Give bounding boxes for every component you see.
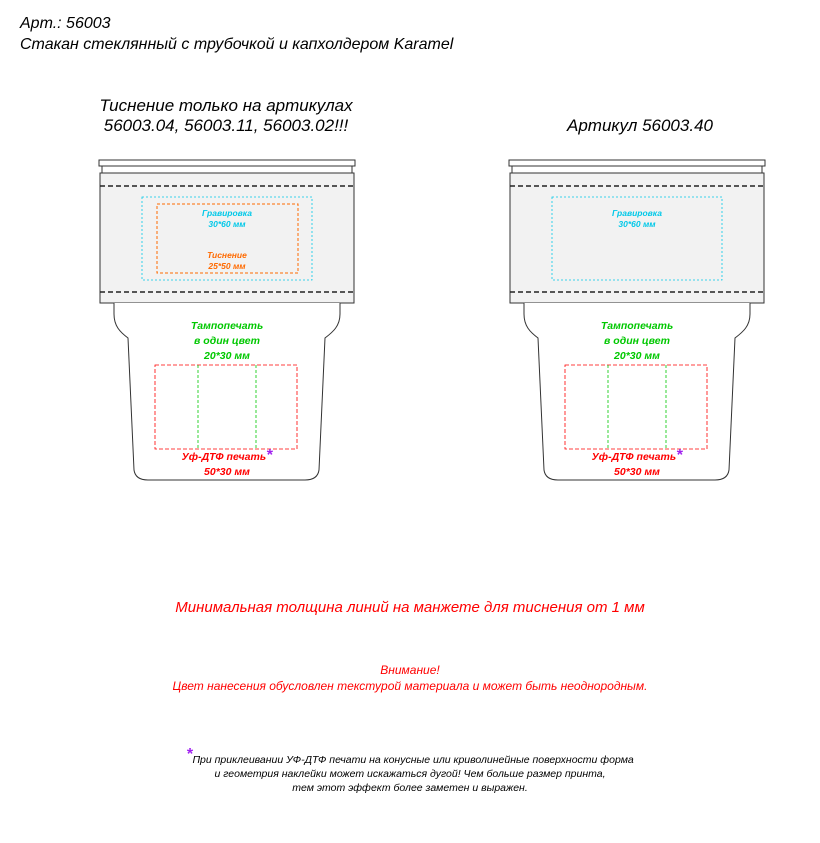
left-cup-rim: [102, 166, 352, 173]
left-engraving-size: 30*60 мм: [208, 219, 246, 229]
left-uv-dtf-asterisk: *: [266, 447, 273, 464]
left-uv-dtf-size: 50*30 мм: [204, 466, 250, 478]
left-pad-print-line1: Тампопечать: [190, 320, 264, 332]
footnote-line2: и геометрия наклейки может искажаться дугой! Чем больше размер принта,: [214, 768, 606, 780]
right-subtitle: Артикул 56003.40: [567, 116, 713, 135]
right-engraving-label: Гравировка: [612, 208, 662, 218]
right-cup-rim: [512, 166, 762, 173]
right-engraving-size: 30*60 мм: [618, 219, 656, 229]
right-uv-dtf-size: 50*30 мм: [614, 466, 660, 478]
left-cup-lid: [99, 160, 355, 166]
right-uv-dtf-label-row: [572, 447, 702, 464]
left-uv-dtf-label: Уф-ДТФ печать: [181, 451, 267, 463]
min-line-thickness-note: Минимальная толщина линий на манжете для тиснения от 1 мм: [175, 599, 645, 616]
right-uv-dtf-label: Уф-ДТФ печать: [591, 451, 677, 463]
footnote-line3: тем этот эффект более заметен и выражен.: [292, 782, 528, 794]
article-number: Арт.: 56003: [20, 15, 111, 32]
right-cup-lid: [509, 160, 765, 166]
attention-title: Внимание!: [380, 663, 440, 677]
right-pad-print-size: 20*30 мм: [614, 350, 660, 362]
footnote-asterisk: *: [186, 746, 193, 763]
left-subtitle-line2: 56003.04, 56003.11, 56003.02!!!: [103, 116, 349, 135]
left-embossing-label: Тиснение: [207, 250, 247, 260]
right-cup-sleeve: [510, 173, 764, 303]
left-pad-print-size: 20*30 мм: [204, 350, 250, 362]
left-engraving-label: Гравировка: [202, 208, 252, 218]
left-subtitle-line1: Тиснение только на артикулах: [99, 96, 353, 115]
right-pad-print-line2: в один цвет: [604, 335, 670, 347]
right-uv-dtf-asterisk: *: [676, 447, 683, 464]
attention-text: Цвет нанесения обусловлен текстурой материала и может быть неоднородным.: [172, 679, 648, 693]
left-pad-print-line2: в один цвет: [194, 335, 260, 347]
footnote-line1-row: [0, 746, 820, 766]
left-cup-sleeve: [100, 173, 354, 303]
product-name: Стакан стеклянный с трубочкой и капхолдером Karamel: [20, 36, 454, 53]
left-embossing-size: 25*50 мм: [208, 261, 246, 271]
right-pad-print-line1: Тампопечать: [600, 320, 674, 332]
left-uv-dtf-label-row: [162, 447, 292, 464]
footnote-line1: При приклеивании УФ-ДТФ печати на конусные или криволинейные поверхности форма: [192, 754, 634, 766]
